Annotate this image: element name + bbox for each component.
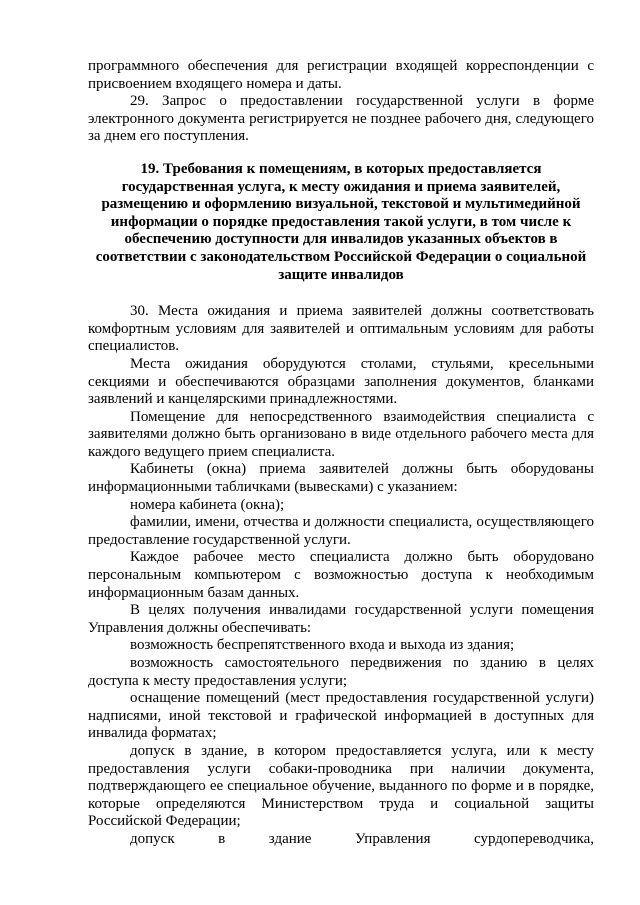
list-item: номера кабинета (окна); <box>130 496 285 513</box>
paragraph: Места ожидания оборудуются столами, стульями, кресельными секциями и обеспечиваются образцами заполнения документов, бланками заявлений и канцелярскими принадлежностями. <box>88 355 594 408</box>
paragraph: Помещение для непосредственного взаимодействия специалиста с заявителями должно быть организовано в виде отдельного рабочего места для каждого ведущего прием специалиста. <box>88 408 594 460</box>
list-item: фамилии, имени, отчества и должности специалиста, осуществляющего предоставление государственной услуги. <box>88 514 594 548</box>
list-item: возможность самостоятельного передвижения по зданию в целях доступа к месту предоставления услуги; <box>88 655 594 689</box>
paragraph: Кабинеты (окна) приема заявителей должны быть оборудованы информационными табличками (вывесками) с указанием: <box>88 461 594 496</box>
paragraph: 29. Запрос о предоставлении государственной услуги в форме электронного документа регистрируется не позднее рабочего дня, следующего за днем его поступления. <box>88 93 594 145</box>
paragraph: программного обеспечения для регистрации входящей корреспонденции с присвоением входящего номера и даты. <box>88 58 594 92</box>
document-page <box>88 58 594 849</box>
paragraph: 30. Места ожидания и приема заявителей должны соответствовать комфортным условиям для заявителей и оптимальным условиям для работы специалистов. <box>88 303 594 355</box>
list-item: возможность беспрепятственного входа и выхода из здания; <box>130 637 515 654</box>
list-item: оснащение помещений (мест предоставления государственной услуги) надписями, иной текстовой и графической информацией в доступных для инвалида форматах; <box>88 690 594 742</box>
paragraph: Каждое рабочее место специалиста должно быть оборудовано персональным компьютером с возможностью доступа к необходимым информационным базам данных. <box>88 549 594 601</box>
section-heading: 19. Требования к помещениям, в которых предоставляется государственная услуга, к месту ожидания и приема заявителей, размещению и оформлению визуальной, текстовой и мультимедийной информации о порядке предоставления такой услуги, в том числе к обеспечению доступности для инвалидов указанных объектов в соответствии с законодательством Российской Федерации о социальной защите инвалидов <box>95 160 587 283</box>
list-item: допуск в здание, в котором предоставляется услуга, или к месту предоставления услуги собаки-проводника при наличии документа, подтверждающего ее специальное обучение, выданного по форме и в порядке, которые определяются Министерством труда и социальной защиты Российской Федерации; <box>88 742 594 830</box>
paragraph: В целях получения инвалидами государственной услуги помещения Управления должны обеспечивать: <box>88 602 594 636</box>
list-item-last-line: допуск в здание Управления сурдопереводчика, <box>130 830 594 847</box>
